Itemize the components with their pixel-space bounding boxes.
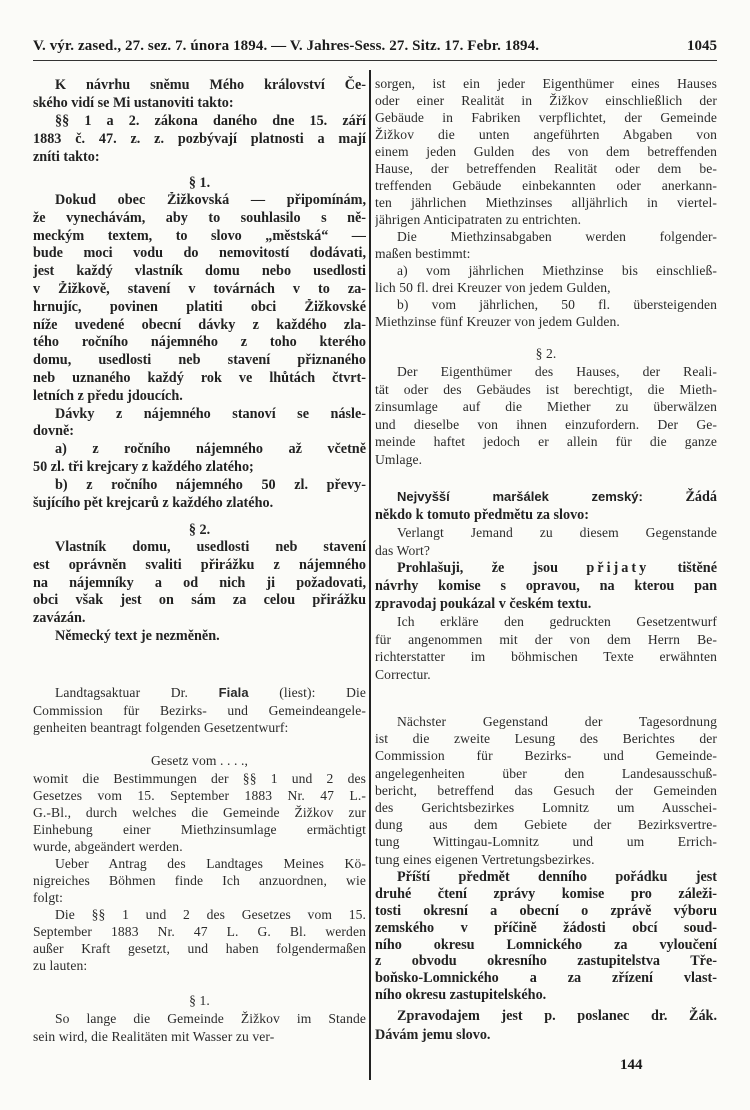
text-line: außer Kraft gesetzt, und haben folgendermaßen (33, 941, 366, 956)
emphasized-text: Nejvyšší maršálek zemský: (397, 489, 643, 504)
text-line: Umlage. (375, 451, 423, 467)
text-line: jährigen Anticipatraten zu entrichten. (375, 212, 582, 227)
text-line: nigreiches Böhmen finde Ich anzuordnen, wie (33, 873, 366, 888)
text-line: tät oder des Gebäudes ist berechtigt, die Mieth- (375, 381, 717, 397)
text-line: Ich erkläre den gedruckten Gesetzentwurf (397, 614, 717, 629)
text-line: šujícího pět krejcarů z každého zlatého. (33, 494, 274, 511)
text-line: richterstatter im böhmischen Texte erwähnten (375, 649, 717, 664)
text-line: meinde haftet jedoch er allein für die ganze (375, 434, 717, 449)
text-line: Commission für Bezirks- und Gemeindeangele- (33, 702, 366, 718)
text-line (375, 488, 717, 506)
emphasized-text: Fiala (218, 685, 249, 700)
text-line: a) z ročního nájemného až včetně (55, 441, 366, 458)
page-number: 1045 (687, 38, 717, 54)
text-line: genheiten beantragt folgenden Gesetzentwurf: (33, 720, 289, 735)
text-line: z obvodu okresního zastupitelstva Tře- (375, 953, 717, 970)
text-line: 1883 č. 47. z. z. pozbývají platnosti a mají (33, 131, 366, 147)
text-line: Die Miethzinsabgaben werden folgender- (397, 229, 717, 244)
text-line: domu, usedlosti neb stavení přiznaného (33, 352, 366, 369)
text-line: tung eines eigenen Vertretungsbezirkes. (375, 851, 595, 867)
sheet-signature: 144 (620, 1057, 643, 1073)
text-line: Příští předmět denního pořádku jest (397, 869, 717, 885)
text-line: § 1. (188, 175, 211, 191)
text-line: est oprávněn svaliti přirážku z nájemného (33, 556, 366, 573)
text-segment: Landtagsaktuar Dr. (55, 685, 219, 700)
text-line: jest každý vlastník domu nebo usedlosti (33, 263, 366, 280)
text-line: Dávky z nájemného stanoví se násle- (55, 405, 366, 422)
text-line: návrhy komise s opravou, na kterou pan (375, 578, 717, 594)
text-line: Miethzinse fünf Kreuzer von jedem Gulden. (375, 314, 620, 329)
right-marshal-question-german (375, 524, 717, 559)
left-law-section-1-heading (33, 992, 366, 1009)
right-german-section-2-body (375, 363, 717, 468)
column-divider (369, 70, 371, 1080)
left-law-section-1-body (33, 1010, 366, 1045)
text-line: treffenden Gebäude einbekannten oder anerkann- (375, 178, 717, 193)
text-line: womit die Bestimmungen der §§ 1 und 2 des (33, 771, 366, 786)
text-line: Německý text je nezměněn. (55, 627, 220, 644)
left-intro-paragraph (33, 76, 366, 166)
text-line: Nächster Gegenstand der Tagesordnung (397, 714, 717, 729)
text-line: že vynechávám, aby to souhlasilo s ně- (33, 209, 366, 226)
header-title: V. výr. zased., 27. sez. 7. února 1894. — V. Jahres-Sess. 27. Sitz. 17. Febr. 1894. (33, 38, 540, 54)
text-segment: Žádá (642, 489, 717, 505)
right-marshal-question-czech (375, 488, 717, 524)
text-line: zu lauten: (33, 958, 88, 973)
text-line: Der Eigenthümer des Hauses, der Reali- (397, 364, 717, 379)
text-line (33, 684, 366, 702)
text-line: Correctur. (375, 666, 431, 682)
text-line: někdo k tomuto předmětu za slovo: (375, 507, 589, 523)
text-line: G.-Bl., durch welches die Gemeinde Žižkov zur (33, 805, 366, 820)
text-line: folgt: (33, 890, 64, 905)
text-line: tosti okresní a obecní o zprávě výboru (375, 902, 717, 919)
text-segment: tištěné (649, 560, 717, 576)
text-line: ten jährlichen Miethzinses alljährlich in viertel- (375, 195, 717, 210)
text-line: tého ročního nájemného z toho kterého (33, 334, 366, 351)
text-line: meckým textem, to slovo „městská“ — (33, 227, 366, 244)
text-line: sorgen, ist ein jeder Eigenthümer eines Hauses (375, 76, 717, 91)
right-next-item-czech (375, 869, 717, 1004)
text-line: und dieselbe von ihnen einzufordern. Der Ge- (375, 416, 717, 432)
text-line: angelegenheiten über den Landesausschuß- (375, 765, 717, 781)
left-section-2-body (33, 539, 366, 646)
right-german-section-2-heading (375, 345, 717, 362)
text-line: wurde, abgeändert werden. (33, 839, 183, 854)
text-line: b) vom jährlichen, 50 fl. übersteigenden (397, 297, 717, 312)
text-line: Einhebung einer Miethzinsumlage ermächtigt (33, 822, 366, 837)
text-line: ního okresu Lomnického za vyloučení (375, 936, 717, 953)
right-rapporteur-note (375, 1007, 717, 1045)
text-line: So lange die Gemeinde Žižkov im Stande (55, 1011, 366, 1026)
text-line: Vlastník domu, usedlosti neb stavení (55, 539, 366, 555)
text-line: September 1883 Nr. 47 L. G. Bl. werden (33, 924, 366, 939)
text-line: § 1. (189, 993, 210, 1008)
text-line: Gesetzes vom 15. September 1883 Nr. 47 L.- (33, 788, 366, 803)
text-line: níže uvedené obecní dávky z každého zla- (33, 316, 366, 333)
text-line: des Gerichtsbezirkes Lomnitz um Ausschei- (375, 799, 717, 815)
text-line: tung Wittingau-Lomnitz und um Errich- (375, 834, 717, 850)
text-line: a) vom jährlichen Miethzinse bis einschließ- (397, 263, 717, 278)
text-line: Gesetz vom . . . ., (150, 753, 249, 768)
text-line: Verlangt Jemand zu diesem Gegenstande (397, 525, 717, 540)
text-line: hrnujíc, povinen platiti obci Žižkovské (33, 298, 366, 315)
text-line: § 2. (535, 346, 557, 361)
text-line: ského vidí se Mi ustanoviti takto: (33, 95, 234, 111)
left-section-2-heading (33, 521, 366, 539)
left-clerk-reading (33, 684, 366, 737)
text-line: neb uznaného každý rok ve lhůtách čtvrt- (33, 369, 366, 386)
text-line: Gebäude in Fabriken verpflichtet, der Gemeinde (375, 110, 717, 125)
text-line: zinsumlage auf die Miether zu überwälzen (375, 399, 717, 414)
text-line: Dokud obec Žižkovská — připomínám, (55, 192, 366, 208)
text-segment: Prohlašuji, že jsou (397, 560, 587, 576)
text-line: druhé čtení zprávy komise pro záleži- (375, 885, 717, 902)
text-line: Žižkov die unten angeführten Abgaben von (375, 127, 717, 142)
left-section-1-body (33, 192, 366, 512)
text-line: ist die zweite Lesung des Berichtes der (375, 731, 717, 747)
text-line: bericht, betreffend das Gesuch der Gemeinden (375, 782, 717, 798)
right-marshal-declaration-czech (375, 559, 717, 613)
text-line: b) z ročního nájemného 50 zl. převy- (55, 476, 366, 493)
text-line: zemského v příčině žádosti obcí soud- (375, 919, 717, 936)
text-line: bude moci vodu do nemovitostí dodávati, (33, 245, 366, 262)
text-line: Ueber Antrag des Landtages Meines Kö- (55, 856, 366, 871)
left-law-preamble (33, 770, 366, 974)
text-line: lich 50 fl. drei Kreuzer von jedem Gulden, (375, 280, 611, 295)
text-line: § 2. (188, 522, 211, 538)
text-line: dung aus dem Gebiete der Bezirksvertre- (375, 817, 717, 833)
text-line: Hause, der betreffenden Realität oder dem be- (375, 161, 717, 176)
text-line: zavázán. (33, 610, 86, 627)
left-law-title (33, 752, 366, 770)
text-line: K návrhu sněmu Mého království Če- (55, 77, 366, 93)
running-header (33, 36, 717, 61)
text-line: zpravodaj poukázal v českém textu. (375, 596, 592, 612)
text-line: dovně: (33, 423, 74, 440)
text-segment: (liest): Die (248, 685, 366, 700)
right-next-item-german (375, 713, 717, 868)
text-line: obci však jest on sám za celou přirážku (33, 592, 366, 609)
text-line: Dávám jemu slovo. (375, 1027, 491, 1043)
text-line: ního okresu zastupitelského. (375, 987, 547, 1004)
right-marshal-declaration-german (375, 613, 717, 683)
text-line: boňsko-Lomnického a za zřízení vlast- (375, 970, 717, 987)
text-line: maßen bestimmt: (375, 246, 471, 261)
text-line: v Žižkově, stavení v továrnách v to za- (33, 280, 366, 297)
left-section-1-heading (33, 174, 366, 192)
text-line: letních z předu jdoucích. (33, 387, 183, 404)
text-line: für angenommen mit der von dem Herrn Be- (375, 631, 717, 647)
text-line: oder einer Realität in Žižkov einschließlich der (375, 93, 717, 108)
text-line: Commission für Bezirks- und Gemeinde- (375, 748, 717, 764)
text-line: na nájemníky a od nich ji požadovati, (33, 574, 366, 591)
text-line: §§ 1 a 2. zákona daného dne 15. září (55, 113, 366, 129)
text-line: Die §§ 1 und 2 des Gesetzes vom 15. (55, 907, 366, 922)
right-german-section-1-cont (375, 75, 717, 330)
text-line (375, 559, 717, 577)
text-line: Zpravodajem jest p. poslanec dr. Žák. (397, 1008, 717, 1024)
text-line: 50 zl. tři krejcary z každého zlatého; (33, 458, 254, 475)
text-line: das Wort? (375, 542, 431, 558)
text-line: zníti takto: (33, 149, 100, 165)
emphasized-text: přijaty (586, 560, 650, 576)
text-line: sein wird, die Realitäten mit Wasser zu ver- (33, 1028, 275, 1044)
text-line: einem jeden Gulden des von dem betreffenden (375, 144, 717, 159)
